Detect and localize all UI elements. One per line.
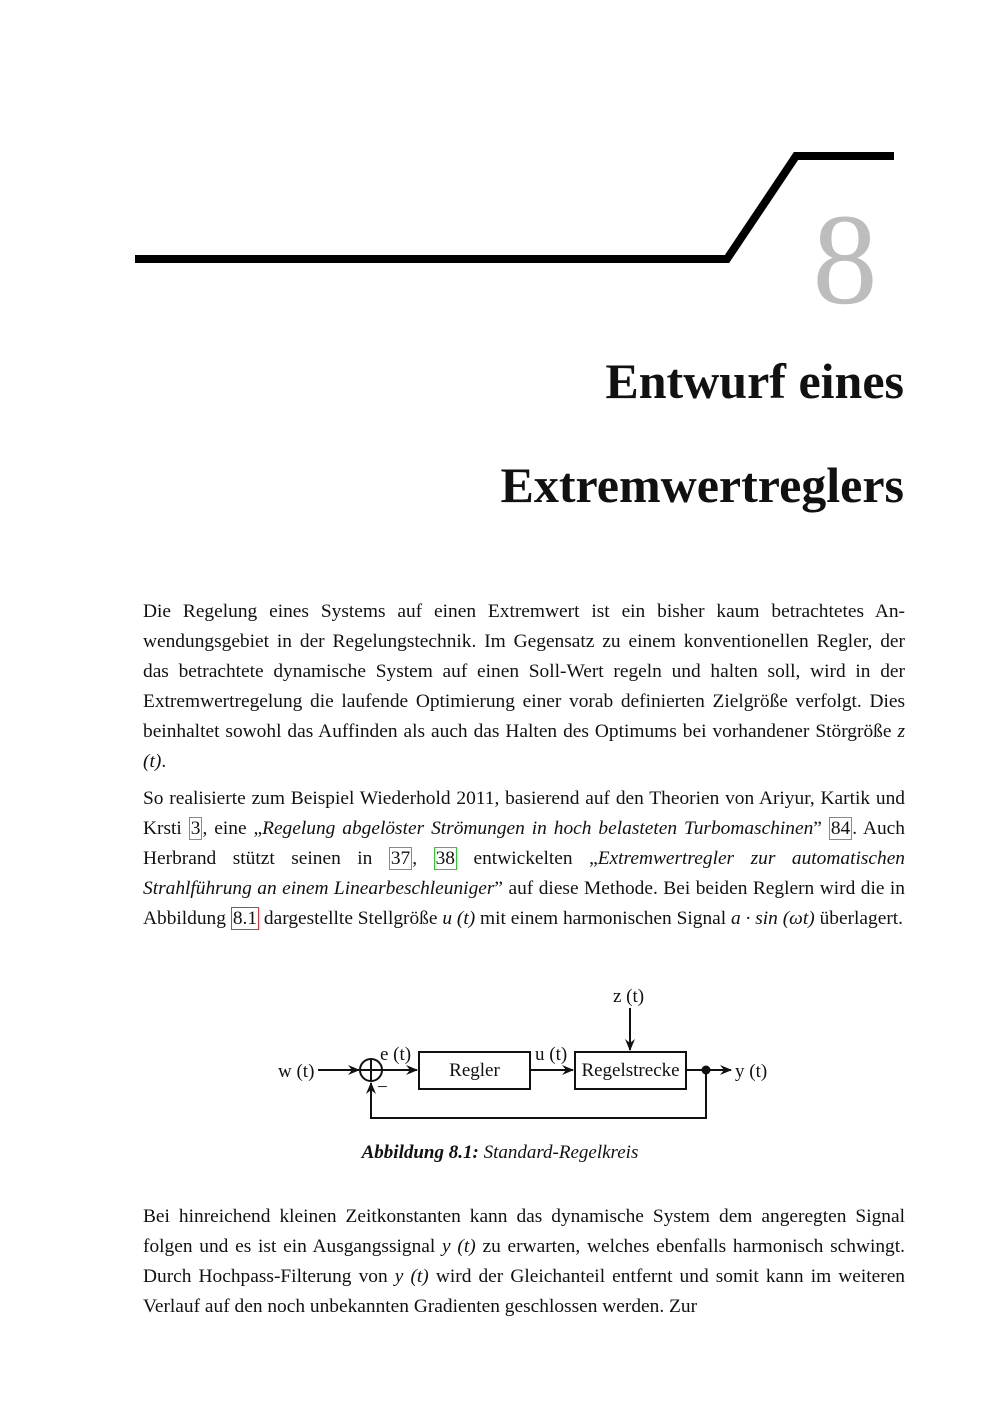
paragraph-intro-end: .	[161, 751, 167, 772]
math-control-signal: u (t)	[442, 908, 476, 929]
citation-link-84[interactable]: 84	[830, 818, 851, 839]
disturbance-label: z (t)	[613, 986, 645, 1007]
citation-link-37[interactable]: 37	[390, 848, 411, 869]
paragraph-examples-text-2: , eine „	[202, 818, 263, 839]
figure-caption	[0, 1142, 1000, 1164]
paragraph-gradient	[143, 1202, 905, 1322]
paragraph-examples-text-8: dargestellte Stellgröße	[259, 908, 443, 929]
figure-caption-text: Standard-Regelkreis	[483, 1142, 639, 1163]
minus-sign: −	[377, 1077, 388, 1098]
paragraph-intro-text: Die Regelung eines Systems auf einen Extremwert ist ein bisher kaum betrachtetes Anwendungsgebiet in der Regelungstechnik. Im Gegensatz zu einem konventionellen Regler, der das betrachtete dynamische System auf einen Soll-Wert regeln und halten soll, wird in der Extremwertregelung die laufende Optimierung einer vorab definierten Zielgröße verfolgt. Dies beinhaltet sowohl das Auffinden als auch das Halten des Optimums bei vorhandener Störgröße	[143, 601, 905, 742]
error-signal-label: e (t)	[380, 1044, 412, 1065]
paragraph-examples-text-1: So realisierte zum Beispiel Wiederhold 2011, basierend auf den Theorien von Ariyur, Kartik und Krsti	[143, 788, 905, 839]
plant-label: Regelstrecke	[581, 1060, 680, 1081]
paragraph-examples-text-5: ,	[412, 848, 434, 869]
figure-caption-label: Abbildung 8.1:	[361, 1142, 479, 1163]
paragraph-examples-text-7: ” auf diese Methode. Bei beiden Reglern wird die in Abbildung	[143, 878, 905, 929]
controller-label: Regler	[449, 1060, 500, 1081]
output-signal-label: y (t)	[735, 1061, 768, 1082]
control-signal-label: u (t)	[535, 1044, 568, 1065]
quote-wiederhold: Regelung abgelöster Strömungen in hoch belasteten Turbomaschinen	[262, 818, 814, 839]
paragraph-examples-text-9: mit einem harmonischen Signal	[475, 908, 731, 929]
math-output-signal-1: y (t)	[442, 1236, 476, 1257]
chapter-number: 8	[812, 188, 878, 332]
input-signal-label: w (t)	[278, 1061, 315, 1082]
paragraph-examples-text-3: ”	[813, 818, 829, 839]
paragraph-gradient-text-1: Bei hinreichend kleinen Zeitkonstanten kann das dynamische System dem angeregten Signal folgen und es ist ein Ausgangssignal	[143, 1206, 905, 1257]
quote-herbrand: Extremwertregler zur automatischen Strahlführung an einem Linearbeschleuniger	[143, 848, 905, 899]
math-disturbance: z (t)	[143, 721, 905, 772]
chapter-title-line-2: Extremwertreglers	[500, 457, 904, 513]
citation-link-3[interactable]: 3	[190, 818, 201, 839]
paragraph-examples-text-10: überlagert.	[814, 908, 904, 929]
paragraph-gradient-text-2: zu erwarten, welches ebenfalls harmonisch schwingt. Durch Hochpass-Filterung von	[143, 1236, 905, 1287]
paragraph-examples-text-4: . Auch Herbrand stützt seinen in	[143, 818, 905, 869]
figure-reference-link[interactable]: 8.1	[232, 908, 258, 929]
citation-link-38[interactable]: 38	[435, 848, 455, 869]
math-harmonic-signal: a · sin (ωt)	[731, 908, 815, 929]
chapter-title-line-1: Entwurf eines	[605, 353, 904, 409]
paragraph-gradient-text-3: wird der Gleichanteil entfernt und somit kann im weiteren Verlauf auf den noch unbekannten Gradienten geschlossen werden. Zur	[143, 1266, 905, 1317]
paragraph-examples-text-6: entwickelten „	[457, 848, 598, 869]
math-output-signal-2: y (t)	[394, 1266, 429, 1287]
